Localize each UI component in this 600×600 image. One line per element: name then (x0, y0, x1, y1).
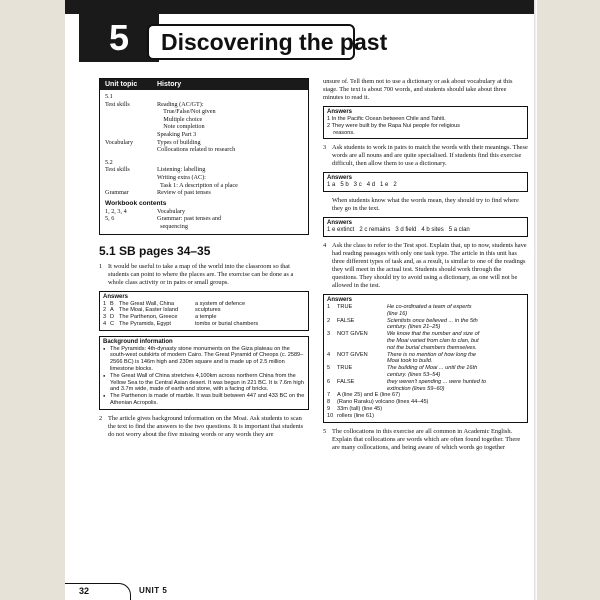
answer-cell-3: century. (lines 53–54) (387, 371, 441, 378)
answer-row (103, 307, 305, 314)
topic-row (105, 108, 303, 116)
paragraph-5 (323, 428, 528, 452)
footer-tab (65, 583, 131, 600)
answer-cell-3: The Parthenon, Greece (119, 314, 178, 321)
answer-cell-1: 2 (103, 307, 107, 314)
topic-cell-2: Note completion (157, 123, 205, 131)
answer-cell-2: TRUE (337, 365, 353, 372)
topic-row (105, 174, 303, 182)
answer-cell-3: extinction (lines 59–60) (387, 385, 445, 392)
paragraph-text: The article gives background information on the Moai. Ask students to scan the text to find the answers to the two questions. It is important that students do not worry about the five missing words or any words they are (108, 414, 304, 438)
answer-row (327, 304, 524, 311)
textbook-page (65, 0, 537, 600)
answer-row (327, 413, 524, 420)
topic-head-col2: History (157, 81, 182, 88)
answer-cell-4: a system of defence (195, 300, 246, 307)
paragraph-1 (99, 263, 309, 287)
topic-cell-1: Test skills (105, 100, 130, 108)
answer-cell-3: (line 16) (387, 310, 408, 317)
answer-cell-1: 1 (103, 300, 107, 307)
answer-cell-3: Scientists once believed ... in the 5th (387, 317, 478, 324)
paragraph-text: The collocations in this exercise are all common in Academic English. Explain that collocations are words which are often found together. There are many collocations, and being aware of which words go together (332, 427, 521, 451)
workbook-row (105, 208, 303, 216)
background-item: ● The Pyramids: 4th-dynasty stone monuments on the Giza plateau on the south-west outskirts of modern Cairo. The Great Pyramid of Cheops (c. 2589–2566 BC) is 146m high and 230m square and is made up of 2.5 million limestone blocks. (103, 346, 305, 373)
answer-cell-1: 9 (327, 405, 331, 412)
answer-cell-3: not the burial chambers themselves. (387, 344, 477, 351)
paragraph-number: 4 (323, 241, 327, 249)
answer-cell-3: The Pyramids, Egypt (119, 320, 171, 327)
topic-cell-2: Listening: labelling (157, 166, 206, 174)
answer-line: reasons. (327, 129, 355, 136)
answer-cell-1: 2 (327, 317, 331, 324)
topic-cell-1: 5.2 (105, 158, 113, 166)
answers-box-1 (99, 291, 309, 331)
answer-cell-3: the Moai varied from clan to clan, but (387, 337, 479, 344)
answer-row (327, 379, 524, 386)
answer-cell-3: The Moai, Easter Island (119, 307, 179, 314)
topic-row (105, 159, 303, 167)
answer-cell-3: century. (lines 21–25) (387, 324, 441, 331)
background-item: ● The Parthenon is made of marble. It was built between 447 and 433 BC on the Athenian Acropolis. (103, 393, 305, 407)
topic-head-col1: Unit topic (105, 81, 138, 88)
answers-box-2 (323, 106, 528, 139)
topic-row (105, 182, 303, 190)
answer-row (327, 338, 524, 345)
answer-cell-3: There is no mention of how long the (387, 351, 476, 358)
topic-cell-1: Test skills (105, 166, 130, 174)
paragraph-number: 5 (323, 427, 327, 435)
topic-cell-1: 5.1 (105, 93, 113, 100)
answer-cell-4: tombs or burial chambers (195, 320, 259, 327)
answer-cell-3: The building of Moai ... until the 16th (387, 365, 478, 372)
workbook-cell-2: Grammar: past tenses and (157, 215, 222, 223)
footer-unit-label: UNIT 5 (139, 586, 168, 595)
paragraph-text: It would be useful to take a map of the world into the classroom so that students can point to where the places are. The exercise can be done as a whole class activity or in pairs or small groups. (108, 262, 294, 286)
answer-cell-4: sculptures (195, 307, 221, 314)
page-number: 32 (79, 586, 90, 596)
answers-heading: Answers (327, 109, 353, 115)
answers-box-4 (323, 217, 528, 237)
answer-cell-1: 3 (103, 314, 107, 321)
page-footer (65, 583, 537, 600)
left-column (99, 78, 309, 443)
answer-row (327, 311, 524, 318)
answer-cell-3: He co-ordinated a team of experts (387, 303, 472, 310)
paragraph-number: 3 (323, 144, 327, 152)
workbook-cell-2: sequencing (157, 222, 188, 230)
answer-row (327, 331, 524, 338)
answer-cell-2: A (110, 307, 114, 314)
answer-row (103, 301, 305, 308)
answer-cell-2: FALSE (337, 378, 355, 385)
paragraph-number: 2 (99, 414, 103, 422)
answer-cell-1: 4 (327, 351, 331, 358)
answer-row (103, 314, 305, 321)
answer-cell-2: B (110, 300, 114, 307)
answer-row (327, 372, 524, 379)
answers-box-3 (323, 172, 528, 192)
topic-cell-2: Collocations related to research (157, 146, 236, 154)
topic-cell-2: Reading (AC/GT): (157, 100, 204, 108)
answer-cell-4: a temple (195, 314, 217, 321)
topic-row (105, 116, 303, 124)
section-title: 5.1 SB pages 34–35 (99, 243, 211, 258)
answer-cell-3: they weren't spending ... were hunted to (387, 378, 487, 385)
background-item: ● The Great Wall of China stretches 4,100km across northern China from the Yellow Sea to the Central Asian desert. It was begun in 221 BC. It is 7.6m high and 3.7m wide, made of earth and stone, with a facing of bricks. (103, 373, 305, 393)
topic-row (105, 131, 303, 139)
answer-cell-2: TRUE (337, 303, 353, 310)
answer-cell-3: The Great Wall, China (119, 300, 175, 307)
topic-cell-2: Task 1: A description of a place (157, 181, 238, 189)
answer-cell-1: 10 (327, 412, 334, 419)
answers-heading: Answers (103, 293, 129, 300)
topic-row (105, 101, 303, 109)
answer-row (103, 321, 305, 328)
workbook-cell-1: 1, 2, 3, 4 (105, 207, 127, 215)
answer-cell-2: NOT GIVEN (337, 351, 368, 358)
answer-cell-1: 8 (327, 399, 331, 406)
answers-heading: Answers (327, 220, 353, 227)
answer-line: 2 They were built by the Rapa Nui people for religious (327, 122, 460, 129)
topic-cell-2: True/False/Not given (157, 108, 216, 116)
answer-line: 1 In the Pacific Ocean between Chile and Tahiti. (327, 116, 446, 122)
answer-cell-3: We know that the number and size of (387, 331, 480, 338)
background-info-box (99, 336, 309, 410)
topic-table-header (100, 79, 308, 90)
answer-row (327, 392, 524, 399)
paragraph-text: Ask students to work in pairs to match the words with their meanings. These words are all nouns and are quite specialised. If students find this exercise difficult, then allow them to use a dictionary. (332, 144, 528, 168)
answer-row (327, 399, 524, 406)
topic-cell-1: Vocabulary (105, 138, 134, 146)
answer-cell-1: 4 (103, 320, 107, 327)
workbook-row (105, 215, 303, 223)
answers-heading: Answers (327, 175, 353, 182)
topic-cell-2: Writing extra (AC): (157, 173, 206, 181)
answer-cell-1: 5 (327, 365, 331, 372)
topic-row (105, 93, 303, 101)
topic-table-body (100, 90, 308, 234)
answer-cell-2: 33m (tall) (line 45) (337, 405, 383, 412)
workbook-cell-1: 5, 6 (105, 215, 115, 223)
paragraph-4 (323, 242, 528, 290)
workbook-row (105, 223, 303, 231)
answer-cell-2: D (110, 314, 115, 321)
paragraph-2 (99, 415, 309, 439)
topic-row (105, 139, 303, 147)
paragraph-continued: unsure of. Tell them not to use a dictionary or ask about vocabulary at this stage. The text is about 700 words, and students should take about three minutes to read it. (323, 78, 513, 101)
topic-row (105, 146, 303, 154)
unit-header (65, 0, 537, 62)
answer-cell-1: 1 (327, 303, 331, 310)
answer-row (327, 324, 524, 331)
answer-cell-1: 6 (327, 378, 331, 385)
answers-heading: Answers (327, 296, 353, 303)
header-band (65, 0, 537, 14)
answer-cell-2: C (110, 320, 115, 327)
unit-number-badge: 5 (79, 14, 159, 62)
topic-cell-2: Types of building (157, 138, 201, 146)
topic-cell-2: Speaking Part 3 (157, 130, 197, 138)
topic-row (105, 166, 303, 174)
answer-row (327, 345, 524, 352)
unit-topic-table (99, 78, 309, 235)
answer-cell-1: 7 (327, 392, 331, 399)
topic-row (105, 189, 303, 197)
topic-row (105, 123, 303, 131)
answer-line: 1 e extinct 2 c remains 3 d field 4 b sites 5 a clan (327, 227, 470, 234)
answer-cell-3: Moai took to build. (387, 358, 433, 365)
answer-cell-2: (Rano Raraku) volcano (lines 44–45) (337, 399, 429, 406)
paragraph-text: Ask the class to refer to the Test spot. Explain that, up to now, students have had reading passages with only one task type. The article in this unit has three different types of task and, as a result, is similar to one of the readings they will meet in the actual test. Students should work through the questions. They should try to avoid using a dictionary, as one will not be allowed in the test. (332, 241, 527, 289)
answer-row (327, 358, 524, 365)
answer-row (327, 386, 524, 393)
answer-row (327, 365, 524, 372)
topic-cell-1: Grammar (105, 189, 129, 197)
answer-row (327, 352, 524, 359)
paragraph-3 (323, 144, 528, 168)
answer-cell-1: 3 (327, 331, 331, 338)
answer-cell-2: FALSE (337, 317, 355, 324)
background-heading: Background information (103, 338, 173, 345)
answer-row (327, 318, 524, 325)
answer-cell-2: rollers (line 61) (337, 412, 374, 419)
topic-cell-2: Multiple choice (157, 115, 203, 123)
answer-line: 1 a 5 b 3 c 4 d 1 e 2 (327, 182, 397, 189)
unit-title: Discovering the past (147, 24, 355, 60)
answer-cell-2: A (line 25) and E (line 67) (337, 392, 401, 399)
workbook-title: Workbook contents (105, 199, 167, 207)
workbook-cell-2: Vocabulary (157, 207, 186, 215)
answer-cell-2: NOT GIVEN (337, 331, 368, 338)
answers-box-5 (323, 294, 528, 423)
paragraph-number: 1 (99, 262, 103, 270)
answer-row (327, 406, 524, 413)
right-column (323, 78, 528, 456)
topic-cell-2: Review of past tenses (157, 189, 211, 197)
paragraph-3b: When students know what the words mean, they should try to find where they go in the text. (332, 197, 519, 213)
